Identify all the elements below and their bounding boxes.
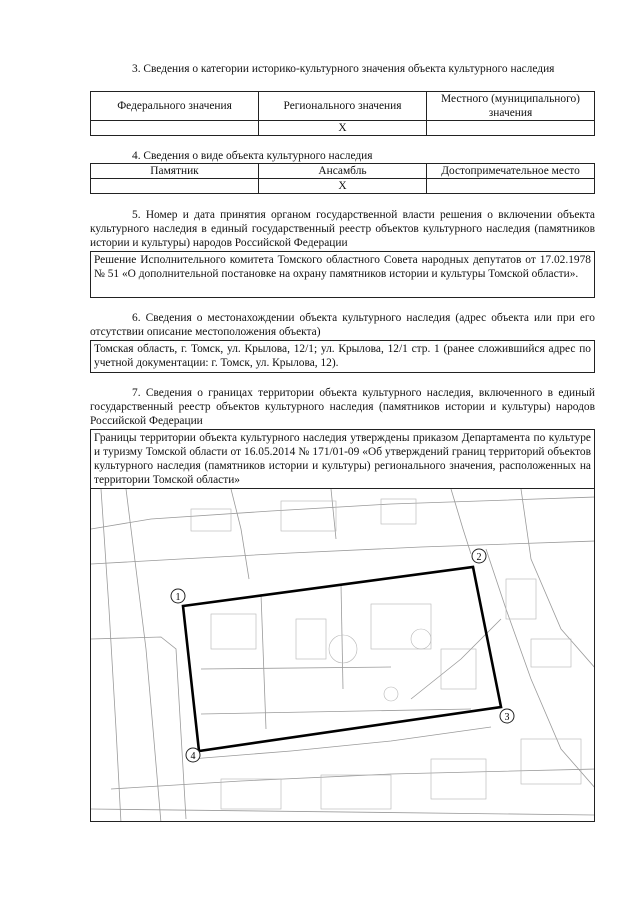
- background-parcel-lines: [191, 499, 581, 809]
- location-value: Томская область, г. Томск, ул. Крылова, 12/1; ул. Крылова, 12/1 стр. 1 (ранее сложившийся адрес по учетной документации: г. Томск, ул. Крылова, 12).: [90, 340, 595, 373]
- boundary-point-1-label: 1: [175, 592, 181, 603]
- inclusion-decision-value: Решение Исполнительного комитета Томского областного Совета народных депутатов от 17.02.1978 № 51 «О дополнительной постановке на охрану памятников истории и культуры Томской области».: [90, 251, 595, 298]
- section-3-heading: 3. Сведения о категории историко-культурного значения объекта культурного наследия: [132, 63, 555, 75]
- type-table: [90, 163, 595, 194]
- category-local-mark: [427, 121, 595, 136]
- section-5-heading: 5. Номер и дата принятия органом государственной власти решения о включении объекта культурного наследия в единый государственный реестр объектов культурного наследия (памятников истории и культуры) народов Российской Федерации: [90, 209, 595, 249]
- section-4-heading: 4. Сведения о виде объекта культурного наследия: [132, 150, 373, 162]
- boundaries-value: Границы территории объекта культурного наследия утверждены приказом Департамента по культуре и туризму Томской области от 16.05.2014 № 171/01-09 «Об утверждений границ территорий объектов культурного наследия (памятников истории и культуры) регионального значения, расположенных на территории Томской области»: [90, 429, 595, 489]
- type-ensemble-mark: X: [259, 179, 427, 194]
- territory-boundary-map: [90, 488, 595, 822]
- type-ensemble-header: Ансамбль: [259, 164, 427, 179]
- category-federal-header: Федерального значения: [91, 92, 259, 121]
- category-regional-mark: X: [259, 121, 427, 136]
- type-landmark-mark: [427, 179, 595, 194]
- type-monument-header: Памятник: [91, 164, 259, 179]
- category-local-header: Местного (муниципального) значения: [427, 92, 595, 121]
- category-table: [90, 91, 595, 136]
- boundary-point-3-label: 3: [504, 712, 510, 723]
- boundary-point-2-label: 2: [476, 552, 482, 563]
- type-monument-mark: [91, 179, 259, 194]
- cadastral-map-drawing: [91, 489, 595, 822]
- background-street-lines: [91, 489, 595, 822]
- boundary-point-2: [472, 549, 486, 563]
- boundary-point-4-label: 4: [190, 751, 196, 762]
- section-6-heading: 6. Сведения о местонахождении объекта культурного наследия (адрес объекта или при его отсутствии описание местоположения объекта): [90, 312, 595, 338]
- territory-boundary-polygon: [183, 567, 501, 751]
- boundary-point-4: [186, 748, 200, 762]
- section-7-heading: 7. Сведения о границах территории объекта культурного наследия, включенного в единый государственный реестр объектов культурного наследия (памятников истории и культуры) народов Российской Федерации: [90, 387, 595, 427]
- type-landmark-header: Достопримечательное место: [427, 164, 595, 179]
- boundary-point-3: [500, 709, 514, 723]
- category-regional-header: Регионального значения: [259, 92, 427, 121]
- boundary-point-1: [171, 589, 185, 603]
- category-federal-mark: [91, 121, 259, 136]
